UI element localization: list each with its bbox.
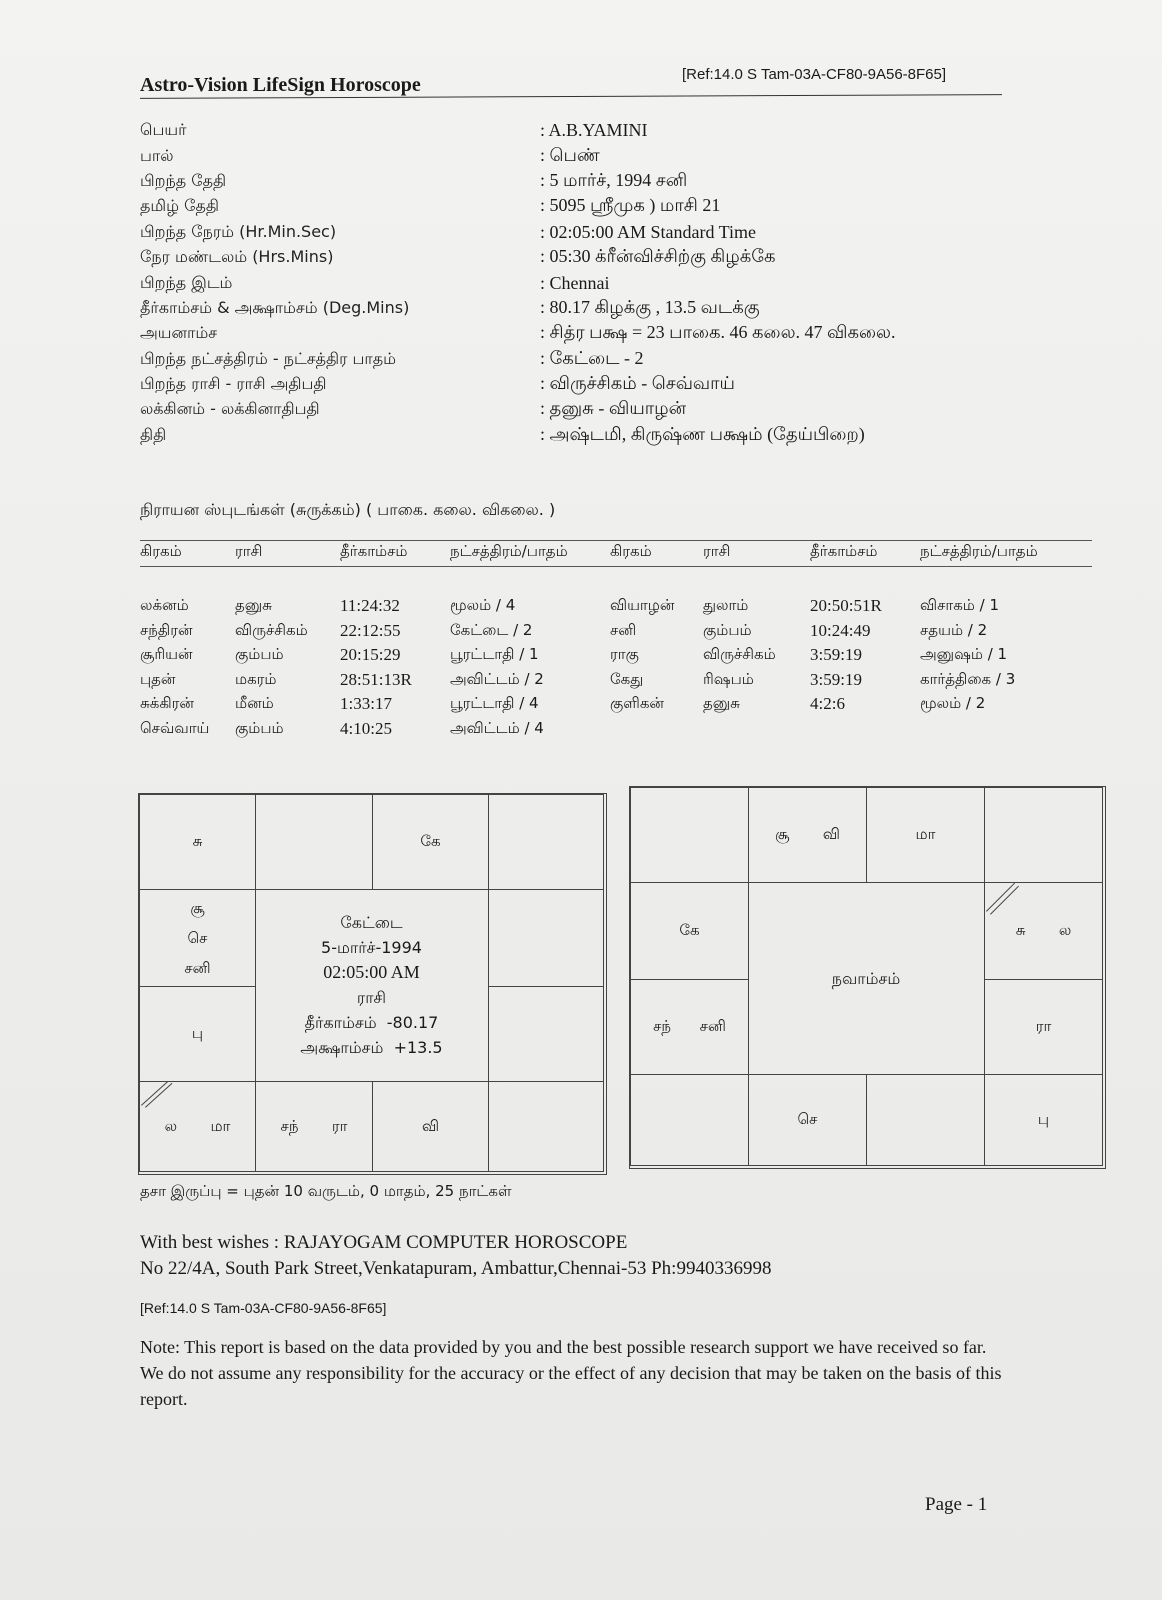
table-cell: 4:2:6: [810, 694, 845, 714]
table-cell: 4:10:25: [340, 718, 392, 738]
center-date: 5-மார்ச்-1994: [321, 938, 422, 957]
table-cell: கும்பம்: [703, 620, 752, 639]
table-cell: 20:15:29: [340, 645, 401, 665]
table-cell: சுக்கிரன்: [140, 694, 194, 713]
table-cell: கும்பம்: [235, 718, 284, 737]
dasa-balance: தசா இருப்பு = புதன் 10 வருடம், 0 மாதம், 25 நாட்கள்: [140, 1182, 512, 1200]
detail-label: திதி: [140, 424, 167, 444]
table-cell: பூரட்டாதி / 1: [450, 645, 539, 664]
table-cell: லக்னம்: [140, 596, 189, 614]
navamsa-house-meenam: [630, 787, 749, 883]
rasi-house-mithunam: [488, 794, 604, 890]
rasi-center-info: [255, 890, 488, 1080]
table-cell: மகரம்: [235, 669, 277, 688]
navamsa-house-thulam: [866, 1074, 985, 1166]
table-cell: துலாம்: [703, 596, 749, 614]
rasi-house-kanni: [488, 1081, 604, 1172]
table-cell: ரிஷபம்: [703, 669, 754, 688]
rasi-house-makaram: பு: [139, 986, 256, 1082]
detail-row: [140, 194, 1020, 219]
navamsa-center-label: நவாம்சம்: [831, 968, 901, 988]
table-cell: 1:33:17: [340, 694, 392, 714]
table-cell: 28:51:13R: [340, 669, 412, 689]
detail-row: [140, 296, 1020, 321]
navamsa-house-simham: ரா: [984, 979, 1103, 1075]
sphuta-table: [140, 596, 1092, 744]
rasi-house-kumbam: சூ செ சனி: [139, 889, 256, 987]
detail-value: : 5 மார்ச், 1994 சனி: [540, 169, 688, 190]
table-cell: தனுசு: [703, 694, 740, 713]
detail-label: நேர மண்டலம் (Hrs.Mins): [140, 247, 334, 267]
table-cell: 3:59:19: [810, 669, 862, 689]
rasi-house-thulam: வி: [372, 1081, 489, 1172]
reference-code: [Ref:14.0 S Tam-03A-CF80-9A56-8F65]: [682, 66, 947, 83]
table-cell: விசாகம் / 1: [920, 596, 1000, 614]
detail-label: பிறந்த ராசி - ராசி அதிபதி: [140, 374, 327, 394]
table-cell: மீனம்: [235, 694, 274, 713]
navamsa-house-vrischikam: செ: [748, 1074, 867, 1166]
table-header-rule: [140, 566, 1092, 567]
column-header: தீர்காம்சம்: [810, 542, 878, 560]
detail-row: [140, 143, 1020, 168]
sphuta-title: நிராயன ஸ்புடங்கள் (சுருக்கம்) ( பாகை. கலை. விகலை. ): [140, 500, 556, 519]
column-header: தீர்காம்சம்: [340, 542, 408, 560]
column-header: ராசி: [703, 542, 731, 560]
detail-label: அயனாம்ச: [140, 323, 218, 343]
detail-label: பெயர்: [140, 120, 187, 140]
table-cell: சனி: [610, 620, 637, 639]
center-longitude: தீர்காம்சம் -80.17: [304, 1013, 439, 1032]
detail-row: [140, 220, 1020, 245]
detail-label: பிறந்த நேரம் (Hr.Min.Sec): [140, 221, 337, 241]
table-cell: கேது: [610, 669, 644, 688]
navamsa-house-katakam: சு ல: [984, 882, 1103, 980]
rasi-house-meenam: சு: [139, 794, 256, 890]
table-cell: 11:24:32: [340, 596, 400, 615]
detail-value: : பெண்: [540, 144, 600, 165]
detail-row: [140, 397, 1020, 422]
column-header: ராசி: [235, 542, 263, 560]
detail-label: தமிழ் தேதி: [140, 196, 220, 216]
column-header: நட்சத்திரம்/பாதம்: [920, 542, 1038, 560]
detail-row: [140, 423, 1020, 448]
table-cell: ராகு: [610, 645, 639, 664]
detail-value: : அஷ்டமி, கிருஷ்ண பக்ஷம் (தேய்பிறை): [540, 423, 865, 444]
table-cell: சதயம் / 2: [920, 620, 988, 639]
rasi-house-mesham: [255, 794, 373, 890]
center-time: 02:05:00 AM: [323, 962, 420, 982]
table-cell: தனுசு: [235, 596, 272, 614]
detail-row: [140, 118, 1020, 143]
table-cell: சூரியன்: [140, 645, 193, 664]
table-row: [140, 596, 1092, 621]
rasi-chart: [138, 793, 607, 1175]
detail-value: : தனுசு - வியாழன்: [540, 398, 687, 419]
detail-value: : 02:05:00 AM Standard Time: [540, 221, 757, 242]
detail-value: : சித்ர பக்ஷ = 23 பாகை. 46 கலை. 47 விகலை.: [540, 322, 896, 343]
detail-label: பிறந்த தேதி: [140, 170, 227, 190]
center-label: ராசி: [356, 988, 387, 1007]
rasi-house-rishabam: கே: [372, 794, 489, 890]
navamsa-house-rishabam: மா: [866, 787, 985, 883]
detail-value: : விருச்சிகம் - செவ்வாய்: [540, 373, 735, 394]
navamsa-center-info: [748, 883, 984, 1073]
center-latitude: அக்ஷாம்சம் +13.5: [300, 1038, 443, 1057]
detail-row: [140, 169, 1020, 194]
detail-label: பால்: [140, 145, 174, 165]
detail-row: [140, 372, 1020, 397]
navamsa-house-makaram: சந் சனி: [630, 979, 749, 1075]
navamsa-house-kumbam: கே: [630, 882, 749, 980]
column-header: கிரகம்: [140, 542, 182, 560]
table-cell: 20:50:51R: [810, 596, 882, 615]
report-title: Astro-Vision LifeSign Horoscope: [140, 74, 421, 96]
table-cell: செவ்வாய்: [140, 718, 210, 737]
detail-value: : 05:30 க்ரீன்விச்சிற்கு கிழக்கே: [540, 246, 776, 267]
footer-reference: [Ref:14.0 S Tam-03A-CF80-9A56-8F65]: [140, 1300, 387, 1316]
detail-value: : A.B.YAMINI: [540, 120, 648, 141]
detail-value: : 80.17 கிழக்கு , 13.5 வடக்கு: [540, 296, 760, 317]
table-cell: அவிட்டம் / 4: [450, 718, 544, 737]
table-cell: கும்பம்: [235, 645, 284, 664]
table-cell: கேட்டை / 2: [450, 620, 533, 639]
table-cell: விருச்சிகம்: [235, 620, 308, 639]
disclaimer-note: Note: This report is based on the data provided by you and the best possible research support we have received so far. We do not assume any responsibility for the accuracy or the effect of any decision that may be taken on the basis of this report.: [140, 1337, 1002, 1409]
detail-label: பிறந்த நட்சத்திரம் - நட்சத்திர பாதம்: [140, 348, 397, 368]
table-cell: விருச்சிகம்: [703, 645, 776, 664]
wishes-line: With best wishes : RAJAYOGAM COMPUTER HOROSCOPE: [140, 1232, 628, 1253]
column-header: கிரகம்: [610, 542, 652, 560]
navamsa-house-kanni: பு: [984, 1074, 1103, 1166]
footer-wishes: [140, 1230, 771, 1282]
table-row: [140, 719, 1092, 744]
table-cell: மூலம் / 2: [920, 694, 986, 713]
rasi-house-dhanus: ல மா: [139, 1081, 256, 1172]
detail-label: பிறந்த இடம்: [140, 272, 233, 292]
detail-value: : 5095 ஸ்ரீமுக ) மாசி 21: [540, 195, 721, 216]
birth-details: [140, 118, 1020, 448]
table-cell: கார்த்திகை / 3: [920, 669, 1016, 688]
table-cell: 10:24:49: [810, 620, 871, 640]
table-cell: குளிகன்: [610, 694, 664, 713]
table-cell: பூரட்டாதி / 4: [450, 694, 539, 713]
table-cell: புதன்: [140, 669, 176, 688]
table-cell: அனுஷம் / 1: [920, 645, 1008, 664]
center-nakshatra: கேட்டை: [340, 913, 403, 932]
detail-value: : கேட்டை - 2: [540, 347, 644, 368]
rasi-house-simham: [488, 986, 604, 1082]
detail-row: [140, 245, 1020, 270]
detail-label: தீர்காம்சம் & அக்ஷாம்சம் (Deg.Mins): [140, 297, 410, 317]
navamsa-chart: [629, 786, 1106, 1169]
table-top-rule: [140, 540, 1092, 541]
page-number: Page - 1: [925, 1494, 988, 1515]
detail-row: [140, 347, 1020, 372]
table-row: [140, 694, 1092, 719]
navamsa-house-dhanus: [630, 1074, 749, 1166]
detail-label: லக்கினம் - லக்கினாதிபதி: [140, 399, 320, 419]
navamsa-house-mesham: சூ வி: [748, 787, 867, 883]
address-line: No 22/4A, South Park Street,Venkatapuram, Ambattur,Chennai-53 Ph:9940336998: [140, 1258, 772, 1279]
table-cell: வியாழன்: [610, 596, 675, 614]
navamsa-house-mithunam: [984, 787, 1103, 883]
table-cell: அவிட்டம் / 2: [450, 669, 544, 688]
detail-value: : Chennai: [540, 272, 610, 293]
table-cell: 22:12:55: [340, 620, 401, 640]
table-row: [140, 670, 1092, 695]
column-header: நட்சத்திரம்/பாதம்: [450, 542, 568, 560]
table-row: [140, 621, 1092, 646]
table-cell: சந்திரன்: [140, 620, 193, 639]
rasi-house-katakam: [488, 889, 604, 987]
table-cell: 3:59:19: [810, 645, 862, 665]
table-cell: மூலம் / 4: [450, 596, 516, 614]
rasi-house-vrischikam: சந் ரா: [255, 1081, 373, 1172]
table-row: [140, 645, 1092, 670]
detail-row: [140, 321, 1020, 346]
detail-row: [140, 270, 1020, 295]
